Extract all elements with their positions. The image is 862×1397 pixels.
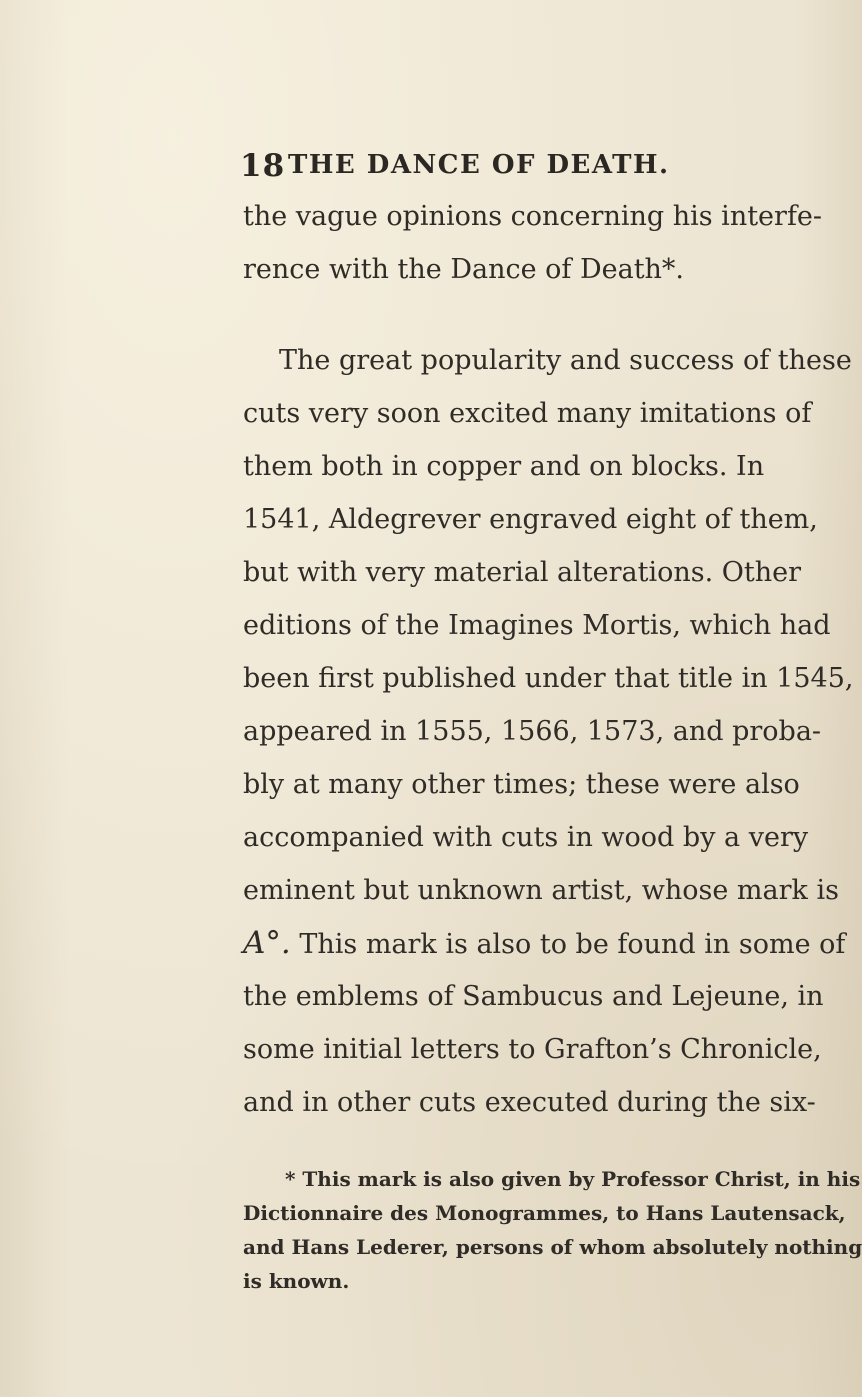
footnote-line: * This mark is also given by Professor Christ, in his	[285, 1167, 861, 1191]
text-line: accompanied with cuts in wood by a very	[243, 822, 809, 853]
text-line: the vague opinions concerning his interfe-	[243, 201, 823, 232]
body-text	[243, 190, 854, 1129]
artist-monogram-mark: A°.	[243, 925, 291, 961]
text-line: bly at many other times; these were also	[243, 769, 800, 800]
footnote-line: and Hans Lederer, persons of whom absolutely nothing	[243, 1235, 862, 1259]
text-line: them both in copper and on blocks. In	[243, 451, 765, 482]
text-line: cuts very soon excited many imitations of	[243, 398, 812, 429]
text-line: rence with the Dance of Death*.	[243, 254, 685, 285]
text-line: the emblems of Sambucus and Lejeune, in	[243, 981, 824, 1012]
text-line: appeared in 1555, 1566, 1573, and proba-	[243, 716, 822, 747]
running-head	[240, 148, 720, 188]
text-line: been first published under that title in 1545,	[243, 663, 854, 694]
text-line: 1541, Aldegrever engraved eight of them,	[243, 504, 818, 535]
text-line: some initial letters to Grafton’s Chronicle,	[243, 1034, 822, 1065]
footnote-line: Dictionnaire des Monogrammes, to Hans Lautensack,	[243, 1201, 846, 1225]
footnote-line: is known.	[243, 1269, 350, 1293]
running-title: THE DANCE OF DEATH.	[288, 150, 670, 180]
text-line: editions of the Imagines Mortis, which had	[243, 610, 831, 641]
text-line: eminent but unknown artist, whose mark is	[243, 875, 839, 906]
paragraph-gap	[243, 296, 723, 334]
text-line: but with very material alterations. Other	[243, 557, 802, 588]
text-line: The great popularity and success of these	[279, 345, 852, 376]
page-number: 18	[240, 148, 286, 184]
footnote	[243, 1162, 862, 1298]
text-line-with-mark	[243, 917, 846, 970]
text-line: This mark is also to be found in some of	[299, 929, 846, 960]
text-line: and in other cuts executed during the six-	[243, 1087, 816, 1118]
